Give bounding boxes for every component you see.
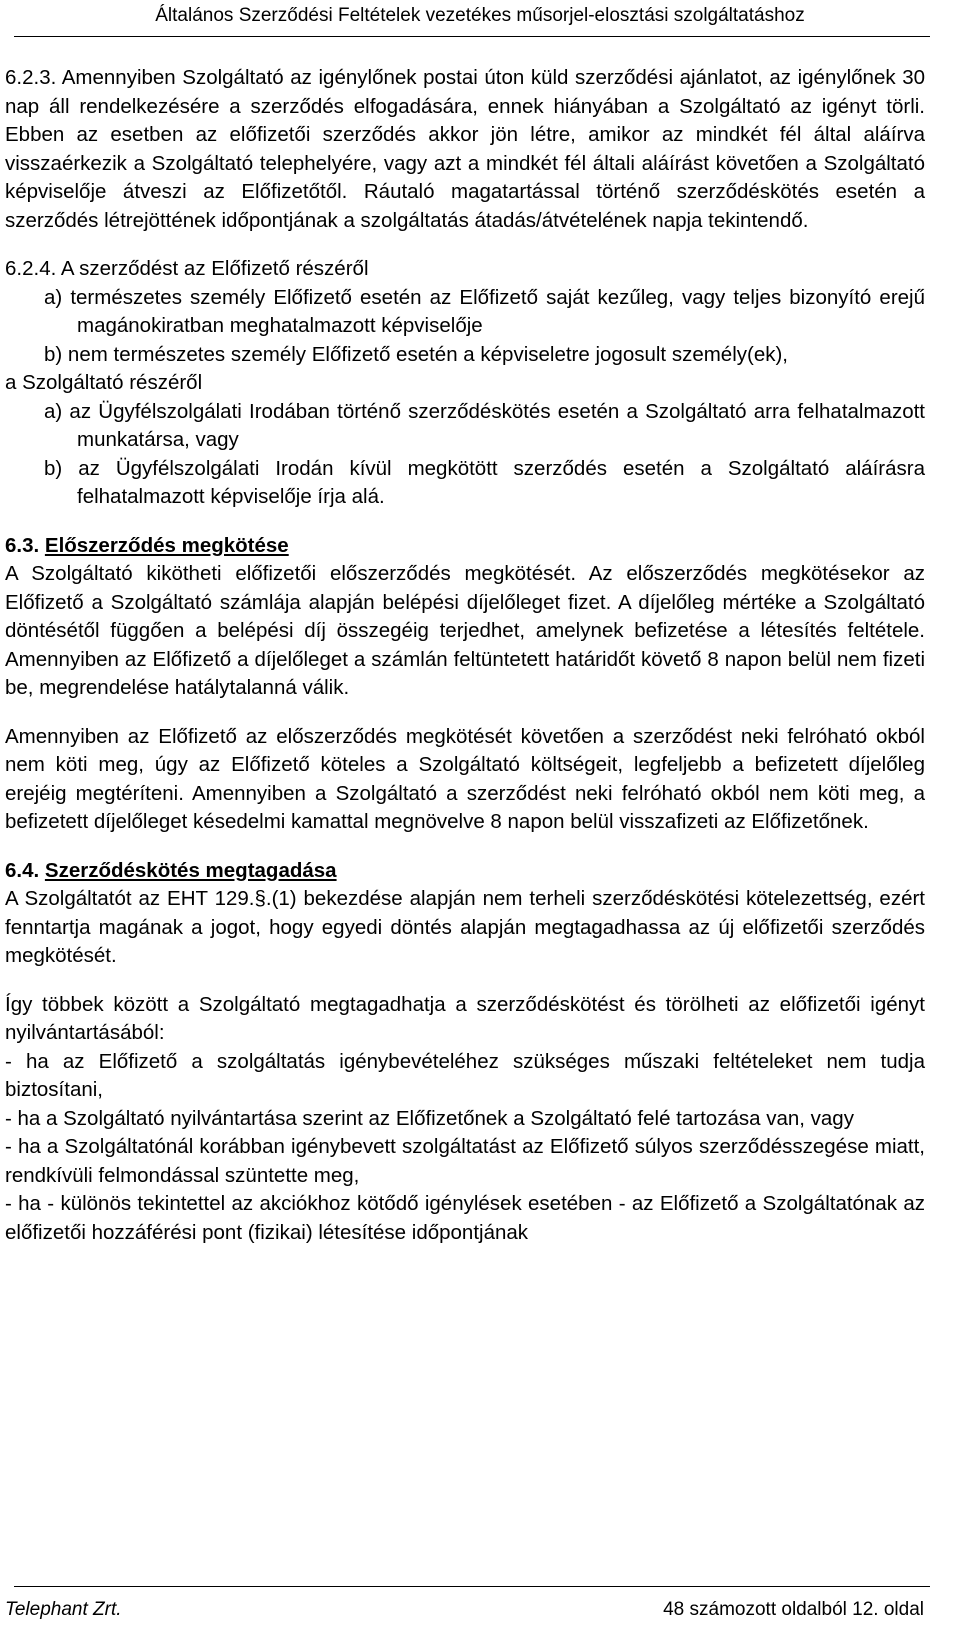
section-6-4-paragraph-2: Így többek között a Szolgáltató megtagadhatja a szerződéskötést és törölheti az előfizetői igényt nyilvántartásából: bbox=[5, 992, 925, 1044]
refusal-bullet-2: - ha a Szolgáltató nyilvántartása szerint az Előfizetőnek a Szolgáltató felé tartozása van, vagy bbox=[5, 1106, 854, 1130]
footer-divider bbox=[14, 1586, 930, 1587]
provider-intro: a Szolgáltató részéről bbox=[5, 371, 203, 394]
document-body bbox=[5, 64, 925, 1247]
refusal-bullet-4: - ha - különös tekintettel az akciókhoz kötődő igénylések esetében - az Előfizető a Szolgáltatónak az előfizetői hozzáférési pont (fizikai) létesítése időpontjának bbox=[5, 1192, 925, 1244]
section-6-3-paragraph-2: Amennyiben az Előfizető az előszerződés megkötését követően a szerződést neki felróható okból nem köti meg, úgy az Előfizető köteles a Szolgáltató költségeit, legfeljebb a befizetett díjelőleg erejéig megtéríteni. Amennyiben a Szolgáltató a szerződést neki felróható okból nem köti meg, a befizetett díjelőleget késedelmi kamattal megnövelve 8 napon belül visszafizeti az Előfizetőnek. bbox=[5, 724, 925, 833]
subscriber-item-a: a) természetes személy Előfizető esetén az Előfizető saját kezűleg, vagy teljes bizonyító erejű magánokiratban meghatalmazott képviselője bbox=[44, 285, 925, 337]
footer-page-info: 48 számozott oldalból 12. oldal bbox=[663, 1599, 924, 1620]
section-6-3-heading bbox=[5, 532, 925, 561]
header-divider bbox=[14, 36, 930, 37]
refusal-bullet-1: - ha az Előfizető a szolgáltatás igénybevételéhez szükséges műszaki feltételeket nem tudja biztosítani, bbox=[5, 1049, 925, 1101]
footer-company: Telephant Zrt. bbox=[5, 1599, 122, 1620]
provider-item-a: a) az Ügyfélszolgálati Irodában történő szerződéskötés esetén a Szolgáltató arra felhatalmazott munkatársa, vagy bbox=[44, 399, 925, 451]
section-6-3-title: Előszerződés megkötése bbox=[44, 533, 289, 557]
section-6-3-number: 6.3. bbox=[5, 533, 45, 557]
section-6-4-paragraph-1: A Szolgáltatót az EHT 129.§.(1) bekezdése alapján nem terheli szerződéskötési kötelezettség, ezért fenntartja magának a jogot, hogy egyedi döntés alapján megtagadhassa az új előfizetői szerződés megkötését. bbox=[5, 887, 925, 967]
section-6-3-paragraph-1: A Szolgáltató kikötheti előfizetői előszerződés megkötését. Az előszerződés megkötésekor az Előfizető a Szolgáltató számlája alapján belépési díjelőleget fizet. A díjelőleg mértéke a Szolgáltató döntésétől függően a belépési díj összegéig terjedhet, amelynek befizetése a létesítés feltétele. Amennyiben az Előfizető a díjelőleget a számlán feltüntetett határidőt követő 8 napon belül nem fizeti be, megrendelése hatálytalanná válik. bbox=[5, 562, 925, 699]
subscriber-item-b: b) nem természetes személy Előfizető esetén a képviseletre jogosult személy(ek), bbox=[44, 342, 789, 366]
provider-item-b: b) az Ügyfélszolgálati Irodán kívül megkötött szerződés esetén a Szolgáltató aláírásra felhatalmazott képviselője írja alá. bbox=[44, 456, 925, 508]
document-header: Általános Szerződési Feltételek vezetékes műsorjel-elosztási szolgáltatáshoz bbox=[155, 5, 805, 26]
section-6-2-3-paragraph: 6.2.3. Amennyiben Szolgáltató az igénylőnek postai úton küld szerződési ajánlatot, az igénylőnek 30 nap áll rendelkezésére a szerződés elfogadására, ennek hiányában a Szolgáltató az igényt törli. Ebben az esetben az előfizetői szerződés akkor jön létre, amikor az mindkét fél által aláírva visszaérkezik a Szolgáltató telephelyére, vagy azt a mindkét fél általi aláírást követően a Szolgáltató képviselője átveszi az Előfizetőtől. Ráutaló magatartással történő szerződéskötés esetén a szerződés létrejöttének időpontjának a szolgáltatás átadás/átvételének napja tekintendő. bbox=[5, 66, 925, 232]
section-6-4-number: 6.4. bbox=[5, 858, 45, 882]
section-6-2-4-intro: 6.2.4. A szerződést az Előfizető részéről bbox=[5, 257, 369, 280]
refusal-bullet-3: - ha a Szolgáltatónál korábban igénybevett szolgáltatást az Előfizető súlyos szerződésszegése miatt, rendkívüli felmondással szüntette meg, bbox=[5, 1135, 925, 1187]
section-6-4-heading bbox=[5, 857, 925, 886]
section-6-4-title: Szerződéskötés megtagadása bbox=[44, 858, 337, 882]
